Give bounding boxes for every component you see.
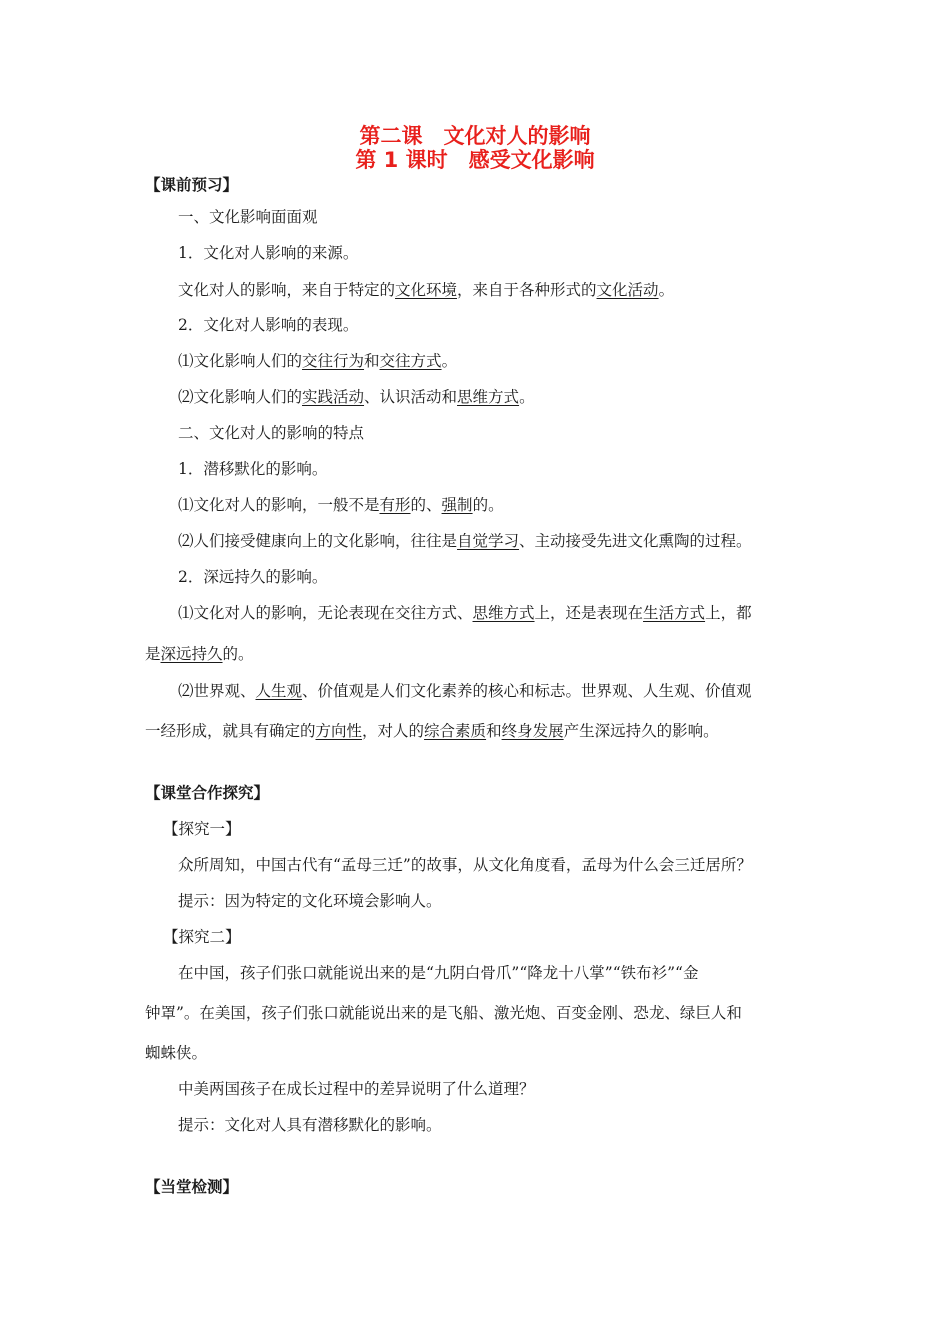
- text: 、主动接受先进文化熏陶的过程。: [519, 532, 752, 550]
- keyword: 交往方式: [379, 352, 442, 370]
- explore-2-question: 中美两国孩子在成长过程中的差异说明了什么道理？: [178, 1080, 535, 1098]
- section-heading-preview: 【课前预习】: [145, 176, 239, 194]
- explore-1-question: 众所周知，中国古代有“孟母三迁”的故事，从文化角度看，孟母为什么会三迁居所？: [178, 856, 752, 874]
- keyword: 强制: [441, 496, 473, 514]
- text: ⑴文化影响人们的: [178, 352, 303, 370]
- text: ⑴文化对人的影响，一般不是: [178, 496, 380, 514]
- text: ⑵人们接受健康向上的文化影响，往往是: [178, 532, 458, 550]
- heading-features: 二、文化对人的影响的特点: [178, 424, 365, 442]
- keyword: 思维方式: [472, 604, 535, 622]
- keyword: 交往行为: [302, 352, 365, 370]
- section-heading-test: 【当堂检测】: [145, 1178, 239, 1196]
- text: 。: [658, 281, 675, 299]
- item-expression: 2．文化对人影响的表现。: [178, 316, 359, 334]
- keyword: 有形: [379, 496, 411, 514]
- text: 的、: [410, 496, 442, 514]
- explore-2-line-3: 蜘蛛侠。: [145, 1044, 208, 1062]
- text: 产生深远持久的影响。: [563, 722, 719, 740]
- heading-overview: 一、文化影响面面观: [178, 208, 318, 226]
- text: ，来自于各种形式的: [457, 281, 597, 299]
- text: 是: [145, 645, 161, 663]
- keyword: 文化活动: [596, 281, 659, 299]
- explore-1-label: 【探究一】: [163, 820, 241, 838]
- lesson-title: 第二课 文化对人的影响: [359, 124, 591, 148]
- explore-2-line-2: 钟罩”。在美国，孩子们张口就能说出来的是飞船、激光炮、百变金刚、恐龙、绿巨人和: [145, 1004, 742, 1022]
- keyword: 思维方式: [457, 388, 520, 406]
- paragraph-tangible: [178, 494, 504, 516]
- text: 上，都: [705, 604, 752, 622]
- text: ⑴文化对人的影响，无论表现在交往方式、: [178, 604, 473, 622]
- keyword: 方向性: [315, 722, 363, 740]
- text: 一经形成，就具有确定的: [145, 722, 316, 740]
- text: 。: [519, 388, 535, 406]
- period-title: 第 1 课时 感受文化影响: [355, 148, 595, 172]
- paragraph-behavior: [178, 350, 457, 372]
- keyword: 人生观: [255, 682, 303, 700]
- keyword: 综合素质: [424, 722, 487, 740]
- paragraph-lasting-cont: [145, 643, 254, 665]
- item-lasting: 2．深远持久的影响。: [178, 568, 328, 586]
- explore-2-label: 【探究二】: [163, 928, 241, 946]
- text: ⑵世界观、: [178, 682, 256, 700]
- paragraph-worldview-cont: [145, 720, 719, 742]
- text: 文化对人的影响，来自于特定的: [178, 281, 396, 299]
- item-source: 1．文化对人影响的来源。: [178, 244, 359, 262]
- paragraph-source: [178, 279, 674, 301]
- keyword: 自觉学习: [457, 532, 520, 550]
- text: ⑵文化影响人们的: [178, 388, 303, 406]
- text: 、认识活动和: [364, 388, 458, 406]
- text: 的。: [222, 645, 254, 663]
- item-subtle: 1．潜移默化的影响。: [178, 460, 328, 478]
- text: 的。: [472, 496, 504, 514]
- explore-1-hint: 提示：因为特定的文化环境会影响人。: [178, 892, 442, 910]
- paragraph-learning: [178, 530, 752, 552]
- text: 和: [364, 352, 380, 370]
- explore-2-line-1: 在中国，孩子们张口就能说出来的是“九阴白骨爪”“降龙十八掌”“铁布衫”“金: [178, 964, 699, 982]
- text: 、价值观是人们文化素养的核心和标志。世界观、人生观、价值观: [302, 682, 752, 700]
- keyword: 深远持久: [160, 645, 223, 663]
- section-heading-explore: 【课堂合作探究】: [145, 784, 270, 802]
- keyword: 实践活动: [302, 388, 365, 406]
- text: ，对人的: [362, 722, 425, 740]
- paragraph-practice: [178, 386, 535, 408]
- paragraph-worldview: [178, 680, 752, 702]
- text: 。: [441, 352, 458, 370]
- text: 上，还是表现在: [534, 604, 644, 622]
- text: 和: [486, 722, 502, 740]
- keyword: 生活方式: [643, 604, 706, 622]
- keyword: 终身发展: [501, 722, 564, 740]
- keyword: 文化环境: [395, 281, 458, 299]
- explore-2-hint: 提示：文化对人具有潜移默化的影响。: [178, 1116, 442, 1134]
- paragraph-lasting: [178, 602, 752, 624]
